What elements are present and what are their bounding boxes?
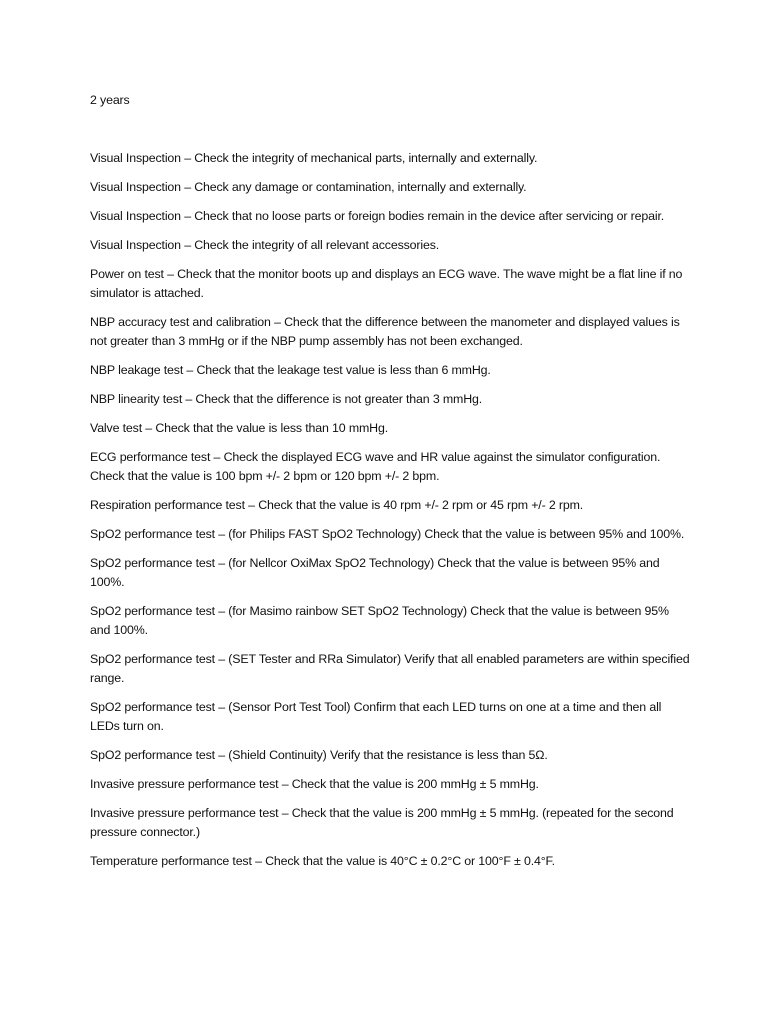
checklist-paragraph: Temperature performance test – Check that the value is 40°C ± 0.2°C or 100°F ± 0.4°F. xyxy=(90,854,555,868)
checklist-paragraph: SpO2 performance test – (for Nellcor OxiMax SpO2 Technology) Check that the value is between 95% and 100%. xyxy=(90,556,660,589)
checklist-paragraph: NBP leakage test – Check that the leakage test value is less than 6 mmHg. xyxy=(90,363,491,377)
interval-heading: 2 years xyxy=(90,93,130,107)
checklist-paragraph: SpO2 performance test – (Shield Continuity) Verify that the resistance is less than 5Ω. xyxy=(90,748,548,762)
checklist-paragraph: Visual Inspection – Check that no loose parts or foreign bodies remain in the device after servicing or repair. xyxy=(90,209,665,223)
checklist-paragraph: NBP linearity test – Check that the difference is not greater than 3 mmHg. xyxy=(90,392,483,406)
checklist-paragraph: Visual Inspection – Check any damage or contamination, internally and externally. xyxy=(90,180,527,194)
checklist-paragraph: Valve test – Check that the value is less than 10 mmHg. xyxy=(90,421,388,435)
checklist-paragraph: SpO2 performance test – (for Masimo rainbow SET SpO2 Technology) Check that the value is between 95% and 100%. xyxy=(90,604,669,637)
checklist-paragraph: Invasive pressure performance test – Check that the value is 200 mmHg ± 5 mmHg. (repeated for the second pressure connector.) xyxy=(90,806,674,839)
checklist-paragraph: ECG performance test – Check the displayed ECG wave and HR value against the simulator configuration. Check that the value is 100 bpm +/- 2 bpm or 120 bpm +/- 2 bpm. xyxy=(90,450,661,483)
checklist-paragraph: Respiration performance test – Check that the value is 40 rpm +/- 2 rpm or 45 rpm +/- 2 rpm. xyxy=(90,498,584,512)
checklist-paragraph: SpO2 performance test – (SET Tester and RRa Simulator) Verify that all enabled parameters are within specified range. xyxy=(90,652,690,685)
checklist-paragraph: Visual Inspection – Check the integrity of mechanical parts, internally and externally. xyxy=(90,151,538,165)
checklist-paragraph: NBP accuracy test and calibration – Check that the difference between the manometer and displayed values is not greater than 3 mmHg or if the NBP pump assembly has not been exchanged. xyxy=(90,315,680,348)
checklist-paragraph: SpO2 performance test – (for Philips FAST SpO2 Technology) Check that the value is between 95% and 100%. xyxy=(90,527,685,541)
checklist-paragraph: Visual Inspection – Check the integrity of all relevant accessories. xyxy=(90,238,440,252)
document-body xyxy=(90,91,690,881)
checklist-paragraph: Power on test – Check that the monitor boots up and displays an ECG wave. The wave might be a flat line if no simulator is attached. xyxy=(90,267,683,300)
checklist-paragraph: SpO2 performance test – (Sensor Port Test Tool) Confirm that each LED turns on one at a time and then all LEDs turn on. xyxy=(90,700,662,733)
checklist-paragraph: Invasive pressure performance test – Check that the value is 200 mmHg ± 5 mmHg. xyxy=(90,777,539,791)
